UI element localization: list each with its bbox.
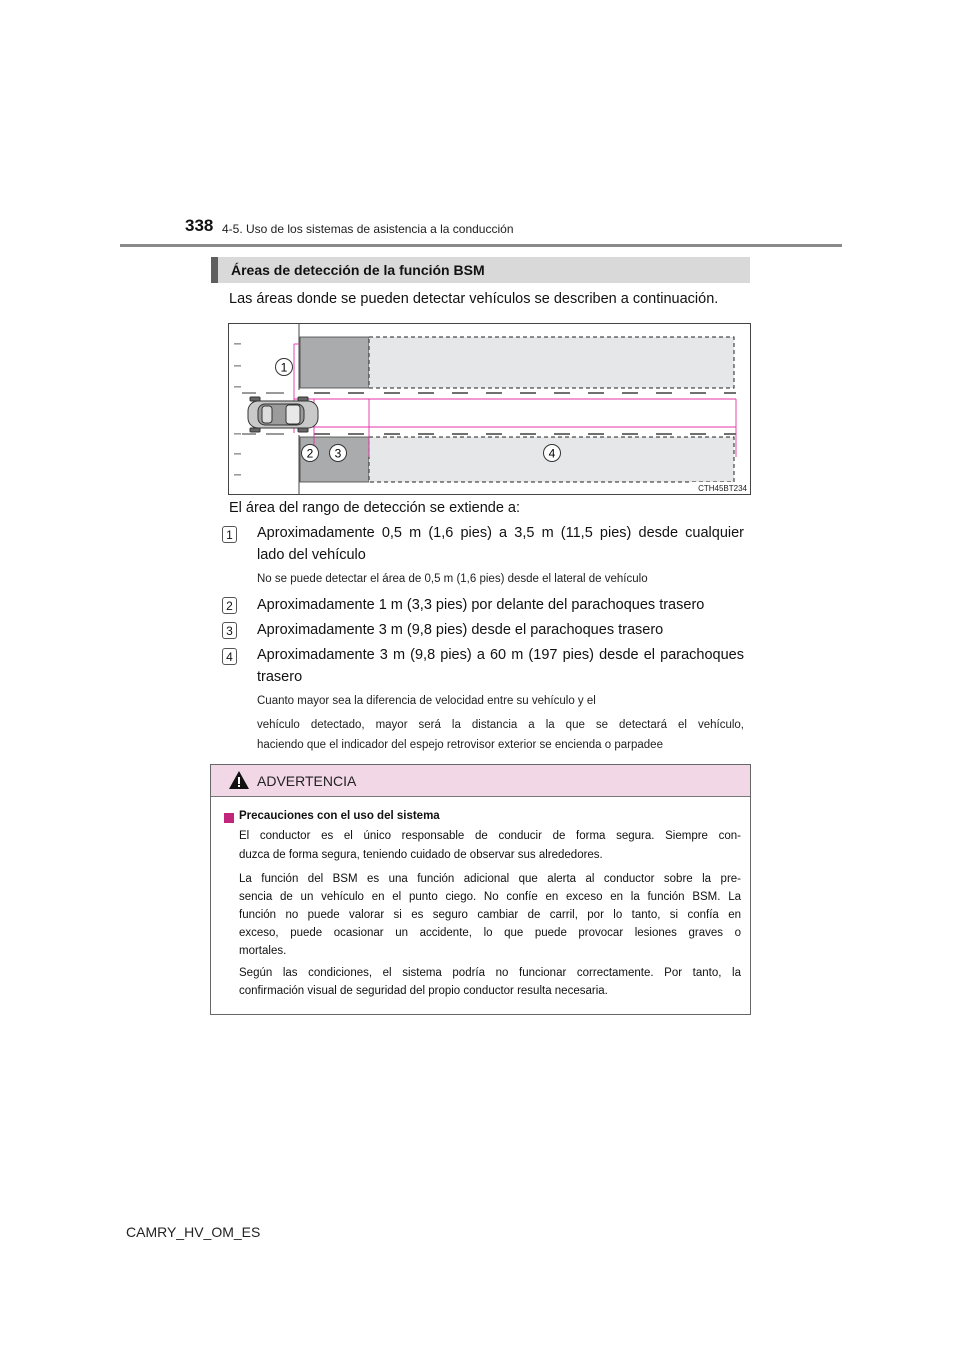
svg-text:4: 4 <box>548 446 556 461</box>
svg-text:1: 1 <box>280 360 288 375</box>
warning-p3-line2: confirmación visual de seguridad del propio conductor resulta necesaria. <box>239 985 608 997</box>
svg-text:3: 3 <box>334 446 342 461</box>
item-4-line2: trasero <box>257 669 303 685</box>
warning-title: ADVERTENCIA <box>257 773 357 789</box>
item-1-line1: Aproximadamente 0,5 m (1,6 pies) a 3,5 m (11,5 pies) desde cualquier <box>257 525 744 541</box>
warning-box <box>210 764 751 1015</box>
warning-p2-line4: exceso, puede ocasionar un accidente, lo que puede provocar lesiones graves o <box>239 927 741 939</box>
callout-4 <box>544 445 561 462</box>
chapter-title: 4-5. Uso de los sistemas de asistencia a la conducción <box>222 222 514 236</box>
section-heading: Áreas de detección de la función BSM <box>211 257 750 283</box>
warning-triangle-icon <box>228 770 250 790</box>
section-intro: Las áreas donde se pueden detectar vehículos se describen a continuación. <box>229 291 719 307</box>
zone-light-upper <box>369 337 734 388</box>
warning-p1-line2: duzca de forma segura, teniendo cuidado de observar sus alrededores. <box>239 849 603 861</box>
item-4-note-line1: Cuanto mayor sea la diferencia de velocidad entre su vehículo y el <box>257 695 596 707</box>
warning-p1-line1: El conductor es el único responsable de conducir de forma segura. Siempre con- <box>239 830 741 842</box>
callout-3 <box>330 445 347 462</box>
warning-bullet-square <box>224 813 234 823</box>
vehicle <box>248 397 318 432</box>
page-number: 338 <box>185 216 214 235</box>
callout-1 <box>276 359 293 376</box>
warning-p3-line1: Según las condiciones, el sistema podría no funcionar correctamente. Por tanto, la <box>239 967 741 979</box>
warning-header <box>211 765 750 797</box>
item-number-2: 2 <box>222 597 237 614</box>
item-2-text: Aproximadamente 1 m (3,3 pies) por delante del parachoques trasero <box>257 597 705 613</box>
warning-p2-line5: mortales. <box>239 945 287 957</box>
item-number-3: 3 <box>222 622 237 639</box>
item-4-line1: Aproximadamente 3 m (9,8 pies) a 60 m (197 pies) desde el parachoques <box>257 647 744 663</box>
item-number-4: 4 <box>222 648 237 665</box>
item-4-note-line2: vehículo detectado, mayor será la distancia a la que se detectará el vehículo, <box>257 719 744 731</box>
header-rule <box>120 244 842 247</box>
range-lead: El área del rango de detección se extiende a: <box>229 500 521 516</box>
diagram-code: CTH45BT234 <box>698 484 747 493</box>
svg-text:2: 2 <box>306 446 314 461</box>
item-1-line2: lado del vehículo <box>257 547 366 563</box>
item-3-text: Aproximadamente 3 m (9,8 pies) desde el parachoques trasero <box>257 622 664 638</box>
warning-subheading: Precauciones con el uso del sistema <box>239 810 440 822</box>
warning-p2-line3: función no puede valorar si es seguro cambiar de carril, por lo tanto, si confía en <box>239 909 741 921</box>
bsm-detection-diagram <box>228 323 751 495</box>
document-code: CAMRY_HV_OM_ES <box>126 1224 261 1240</box>
item-1-note: No se puede detectar el área de 0,5 m (1,6 pies) desde el lateral de vehículo <box>257 573 648 585</box>
item-4-note-line3: haciendo que el indicador del espejo retrovisor exterior se encienda o parpadee <box>257 739 663 751</box>
warning-p2-line1: La función del BSM es una función adicional que alerta al conductor sobre la pre- <box>239 873 741 885</box>
warning-p2-line2: sencia de un vehículo en el punto ciego. No confíe en exceso en la función BSM. La <box>239 891 741 903</box>
zone-dark-upper <box>300 337 369 388</box>
callout-2 <box>302 445 319 462</box>
item-number-1: 1 <box>222 526 237 543</box>
